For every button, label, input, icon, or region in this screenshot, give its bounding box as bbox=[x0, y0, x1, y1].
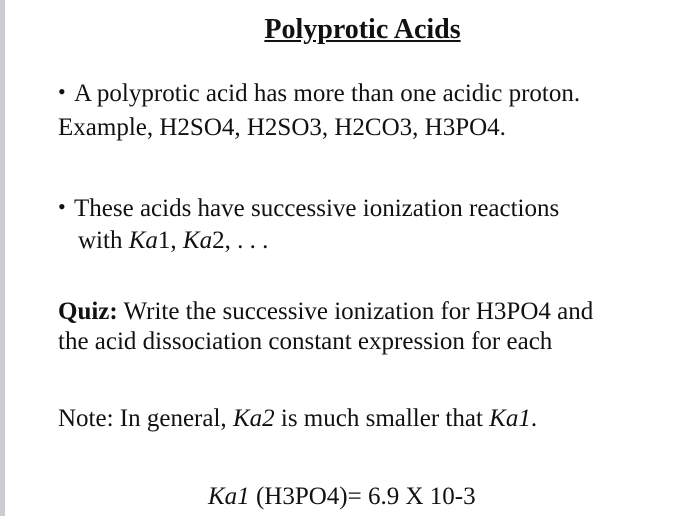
ka1-index: 1 bbox=[157, 227, 171, 254]
ka2-index: 2 bbox=[212, 227, 225, 254]
note-prefix: Note: In general, bbox=[58, 405, 233, 432]
quiz-text-1: Write the successive ionization for H3PO4 and bbox=[117, 298, 594, 325]
quiz-label: Quiz: bbox=[58, 298, 118, 325]
note-middle: is much smaller that bbox=[274, 405, 490, 432]
ka2-symbol: Ka bbox=[182, 227, 213, 254]
comma-separator: , bbox=[170, 227, 183, 254]
ka1-value-text: (H3PO4)= 6.9 X 10-3 bbox=[249, 483, 476, 510]
bullet-successive-ionization bbox=[58, 192, 559, 224]
bullet-icon: • bbox=[58, 79, 66, 104]
slide bbox=[5, 0, 700, 516]
note-line bbox=[58, 404, 537, 434]
successive-ionization-text: These acids have successive ionization reactions bbox=[74, 195, 560, 222]
slide-title: Polyprotic Acids bbox=[264, 14, 461, 45]
note-ka1: Ka1 bbox=[489, 405, 531, 432]
ka-list-line bbox=[78, 226, 268, 256]
quiz-line-1 bbox=[58, 297, 593, 327]
example-line: Example, H2SO4, H2SO3, H2CO3, H3PO4. bbox=[58, 114, 506, 141]
definition-text: A polyprotic acid has more than one acidic proton. bbox=[74, 80, 581, 107]
bullet-polyprotic-definition bbox=[58, 77, 580, 109]
bullet-icon: • bbox=[58, 194, 66, 219]
with-text: with bbox=[78, 227, 129, 254]
note-suffix: . bbox=[530, 405, 538, 432]
ka1-value-line bbox=[208, 482, 476, 512]
ka1-symbol: Ka bbox=[128, 227, 158, 254]
quiz-line-2: the acid dissociation constant expression for each bbox=[58, 328, 553, 355]
ellipsis: , . . . bbox=[224, 227, 269, 254]
note-ka2: Ka2 bbox=[232, 405, 275, 432]
ka1-value-label: Ka1 bbox=[208, 483, 250, 510]
